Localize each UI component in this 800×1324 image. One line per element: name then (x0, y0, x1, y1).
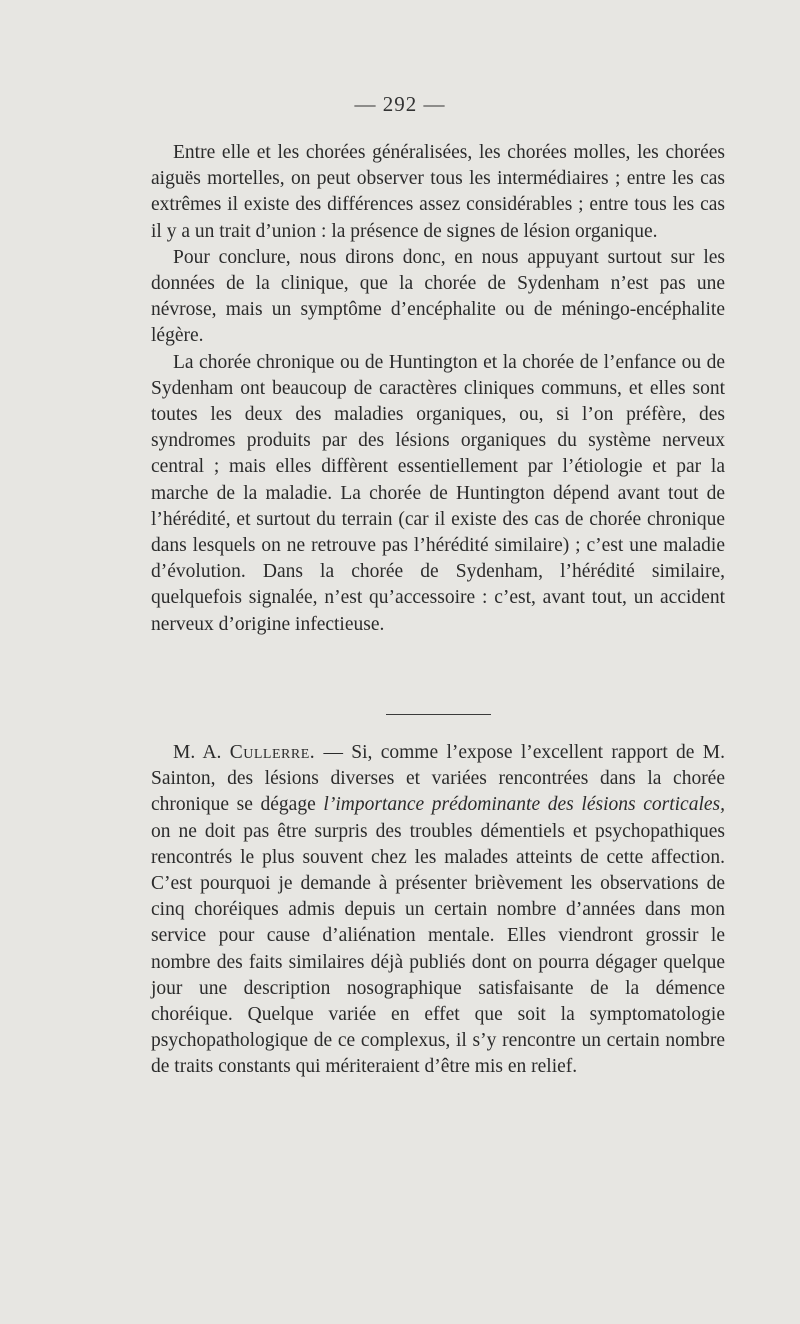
section-conclusion (151, 140, 725, 638)
author-name: Cullerre. (229, 742, 316, 763)
emphasized-text: l’importance prédominante des lésions corticales, (323, 794, 725, 816)
section-divider (386, 714, 491, 715)
section-cullerre (151, 740, 725, 1081)
paragraph-text: — Si, comme l’expose l’excellent rapport de M. Sainton, des lésions diverses et variées rencontrées dans la chorée chronique se dégage (151, 742, 725, 816)
paragraph-text: on ne doit pas être surpris des troubles démentiels et psychopathiques rencontrés le plus souvent chez les malades atteints de cette affection. C’est pourquoi je demande à présenter brièvement les observations de cinq choréiques admis depuis un certain nombre d’années dans mon service pour cause d’aliénation mentale. Elles viendront grossir le nombre des faits similaires déjà publiés dont on pourra dégager quelque jour une description nosographique satisfaisante de la démence choréique. Quelque variée en effet que soit la symptomatologie psychopathologique de ce complexus, il s’y rencontre un certain nombre de traits constants qui mériteraient d’être mis en relief. (151, 820, 725, 1078)
paragraph: Pour conclure, nous dirons donc, en nous appuyant surtout sur les données de la clinique, que la chorée de Sydenham n’est pas une névrose, mais un symptôme d’encéphalite ou de méningo-encéphalite légère. (151, 246, 725, 347)
author-prefix: M. A. (173, 742, 230, 763)
paragraph: Entre elle et les chorées généralisées, les chorées molles, les chorées aiguës mortelles, on peut observer tous les intermédiaires ; entre les cas extrêmes il existe des différences assez considérables ; entre tous les cas il y a un trait d’union : la présence de signes de lésion organique. (151, 142, 725, 242)
page-number: — 292 — (354, 92, 446, 116)
paragraph: La chorée chronique ou de Huntington et la chorée de l’enfance ou de Sydenham ont beaucoup de caractères cliniques communs, et elles sont toutes les deux des maladies organiques, ou, si l’on préfère, des syndromes produits par des lésions organiques du système nerveux central ; mais elles diffèrent essentiellement par l’étiologie et par la marche de la maladie. La chorée de Huntington dépend avant tout de l’hérédité, et surtout du terrain (car il existe des cas de chorée chronique dans lesquels on ne retrouve pas l’hérédité similaire) ; c’est une maladie d’évolution. Dans la chorée de Sydenham, l’hérédité similaire, quelquefois signalée, n’est qu’accessoire : c’est, avant tout, un accident nerveux d’origine infectieuse. (151, 351, 725, 635)
paragraph (151, 740, 725, 1081)
